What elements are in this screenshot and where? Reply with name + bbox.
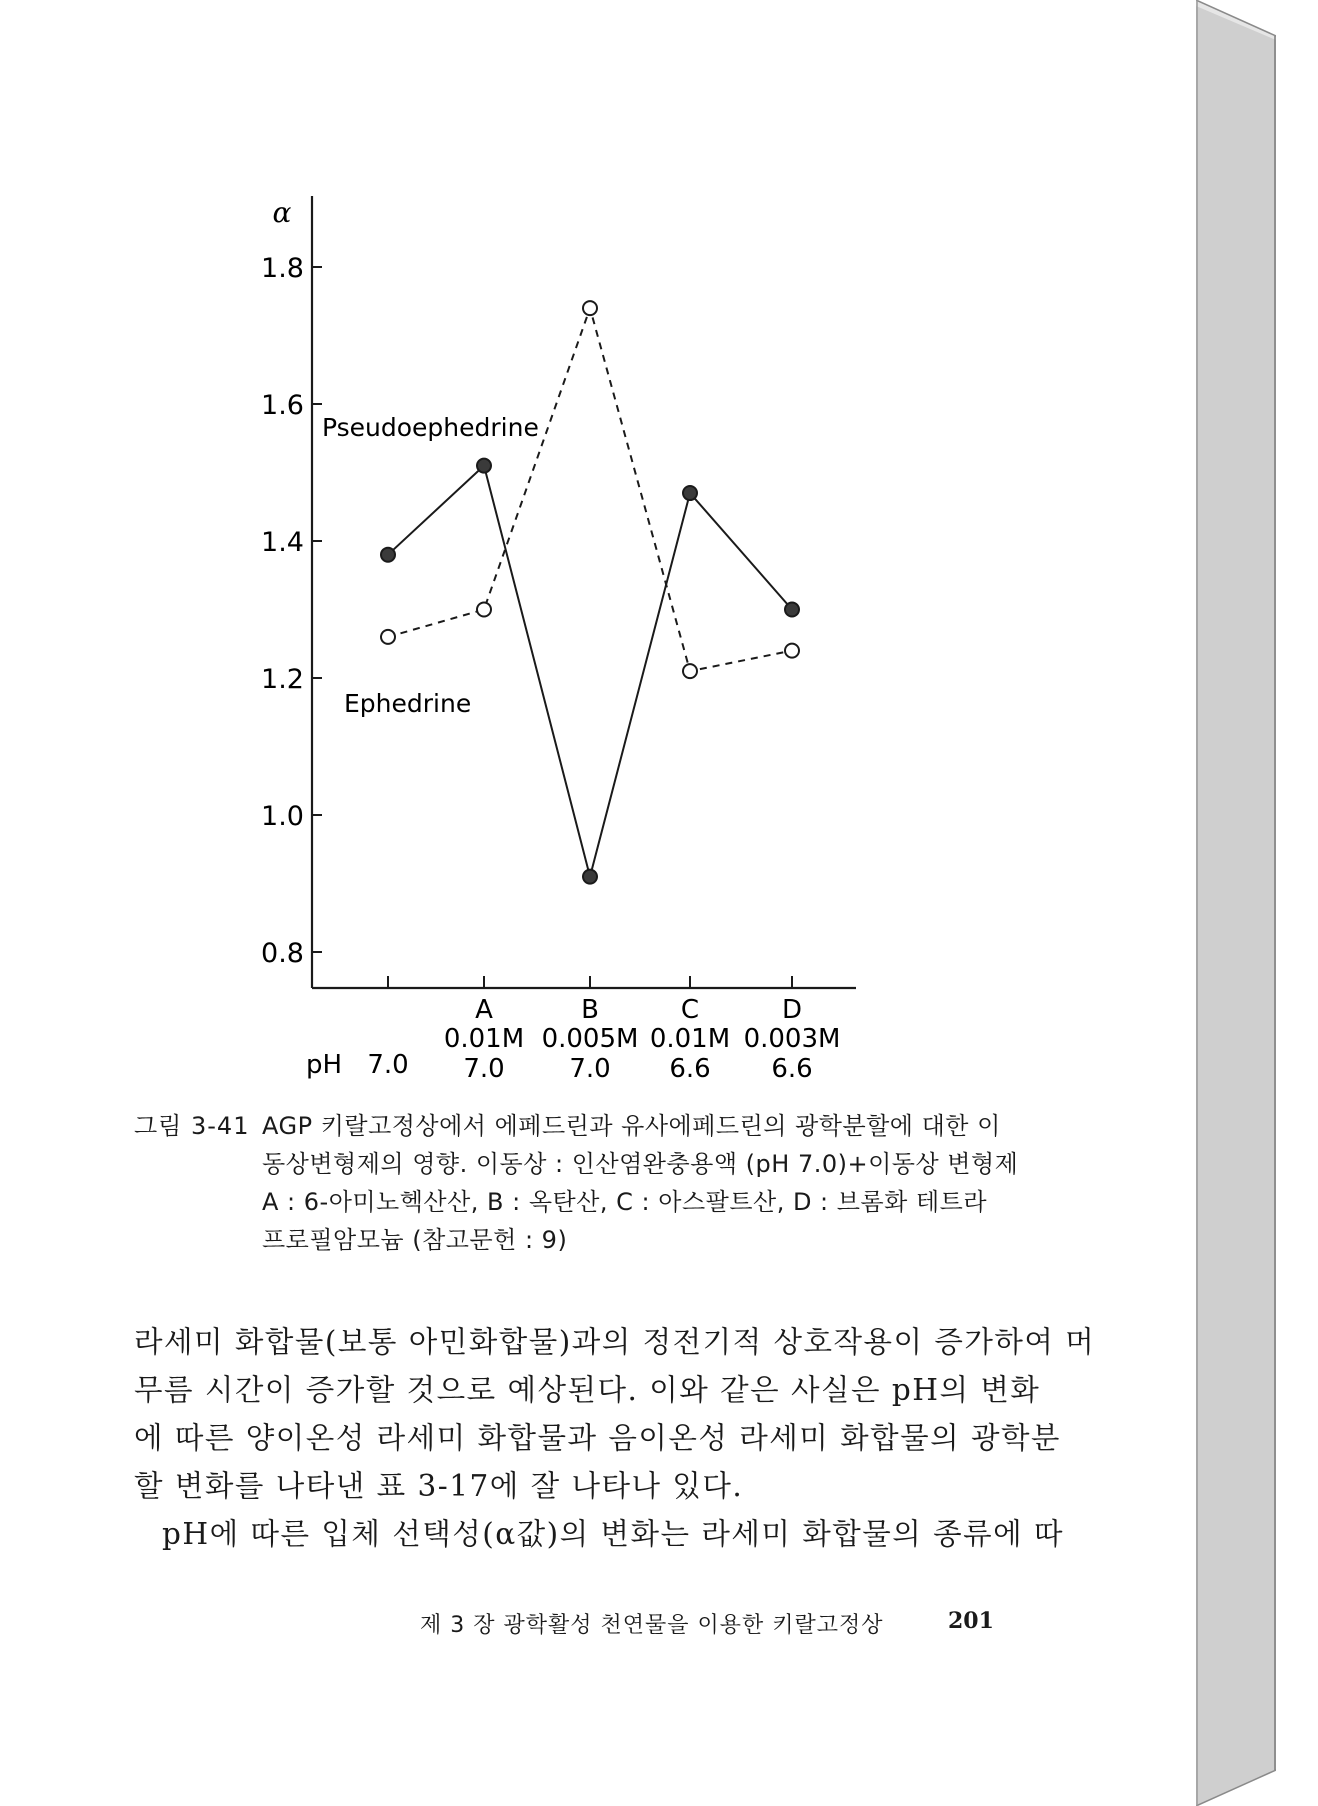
body-line: 에 따른 양이온성 라세미 화합물과 음이온성 라세미 화합물의 광학분: [134, 1421, 1061, 1455]
x-ph-value-label: 6.6: [771, 1054, 813, 1084]
y-axis-label: α: [272, 196, 292, 229]
body-line: 라세미 화합물(보통 아민화합물)과의 정전기적 상호작용이 증가하여 머: [134, 1325, 1096, 1359]
y-tick-label: 0.8: [261, 938, 304, 969]
x-concentration-label: 0.01M: [649, 1024, 731, 1054]
body-line: pH에 따른 입체 선택성(α값)의 변화는 라세미 화합물의 종류에 따: [162, 1517, 1064, 1551]
page-number: 201: [948, 1608, 994, 1634]
caption-line: AGP 키랄고정상에서 에페드린과 유사에페드린의 광학분할에 대한 이: [262, 1112, 1001, 1140]
body-line: 할 변화를 나타낸 표 3-17에 잘 나타나 있다.: [134, 1469, 744, 1503]
x-concentration-label: 0.003M: [743, 1024, 841, 1054]
x-ph-value-label: 6.6: [669, 1054, 711, 1084]
data-point-ephedrine: [683, 664, 697, 678]
y-tick-label: 1.8: [261, 253, 304, 284]
caption-line: 동상변형제의 영향. 이동상 : 인산염완충용액 (pH 7.0)+이동상 변형제: [262, 1150, 1019, 1178]
book-edge-decoration: [1196, 0, 1276, 1806]
data-point-ephedrine: [785, 644, 799, 658]
y-tick-label: 1.6: [261, 390, 304, 421]
series-points-group: [381, 301, 799, 884]
caption-line: A : 6-아미노헥산산, B : 옥탄산, C : 아스팔트산, D : 브롬화 테트라: [262, 1188, 988, 1216]
series-lines-group: [388, 308, 792, 877]
x-labels-group: [306, 995, 840, 1084]
data-point-pseudoephedrine: [381, 548, 395, 562]
x-ph-value-label: 7.0: [463, 1054, 505, 1084]
y-tick-label: 1.2: [261, 664, 304, 695]
x-concentration-label: 0.005M: [541, 1024, 639, 1054]
body-paragraph: [134, 1318, 1096, 1558]
data-point-pseudoephedrine: [583, 870, 597, 884]
x-category-label: D: [781, 995, 803, 1025]
data-point-ephedrine: [381, 630, 395, 644]
x-ph-value-label: 7.0: [367, 1050, 409, 1080]
data-point-ephedrine: [477, 603, 491, 617]
data-point-pseudoephedrine: [477, 459, 491, 473]
body-line: 무름 시간이 증가할 것으로 예상된다. 이와 같은 사실은 pH의 변화: [134, 1373, 1041, 1407]
series-label-ephedrine: Ephedrine: [344, 689, 472, 718]
x-ticks-group: [388, 976, 792, 988]
x-category-label: B: [581, 995, 599, 1025]
data-point-pseudoephedrine: [785, 603, 799, 617]
caption-text: [262, 1107, 1019, 1259]
series-line-ephedrine: [388, 308, 792, 671]
x-ph-value-label: 7.0: [569, 1054, 611, 1084]
x-concentration-label: 0.01M: [443, 1024, 525, 1054]
chart-axes: [312, 196, 856, 988]
series-line-pseudoephedrine: [388, 466, 792, 877]
y-tick-label: 1.0: [261, 801, 304, 832]
y-tick-label: 1.4: [261, 527, 304, 558]
caption-label: 그림 3-41: [134, 1112, 250, 1140]
x-category-label: C: [680, 995, 700, 1025]
data-point-pseudoephedrine: [683, 486, 697, 500]
data-point-ephedrine: [583, 301, 597, 315]
x-category-label: A: [475, 995, 493, 1025]
running-footer: [420, 1608, 994, 1639]
series-label-pseudoephedrine: Pseudoephedrine: [322, 413, 539, 442]
footer-chapter-title: 제 3 장 광학활성 천연물을 이용한 키랄고정상: [420, 1613, 884, 1638]
ph-row-label: pH: [306, 1050, 343, 1080]
caption-line: 프로필암모늄 (참고문헌 : 9): [262, 1226, 568, 1254]
